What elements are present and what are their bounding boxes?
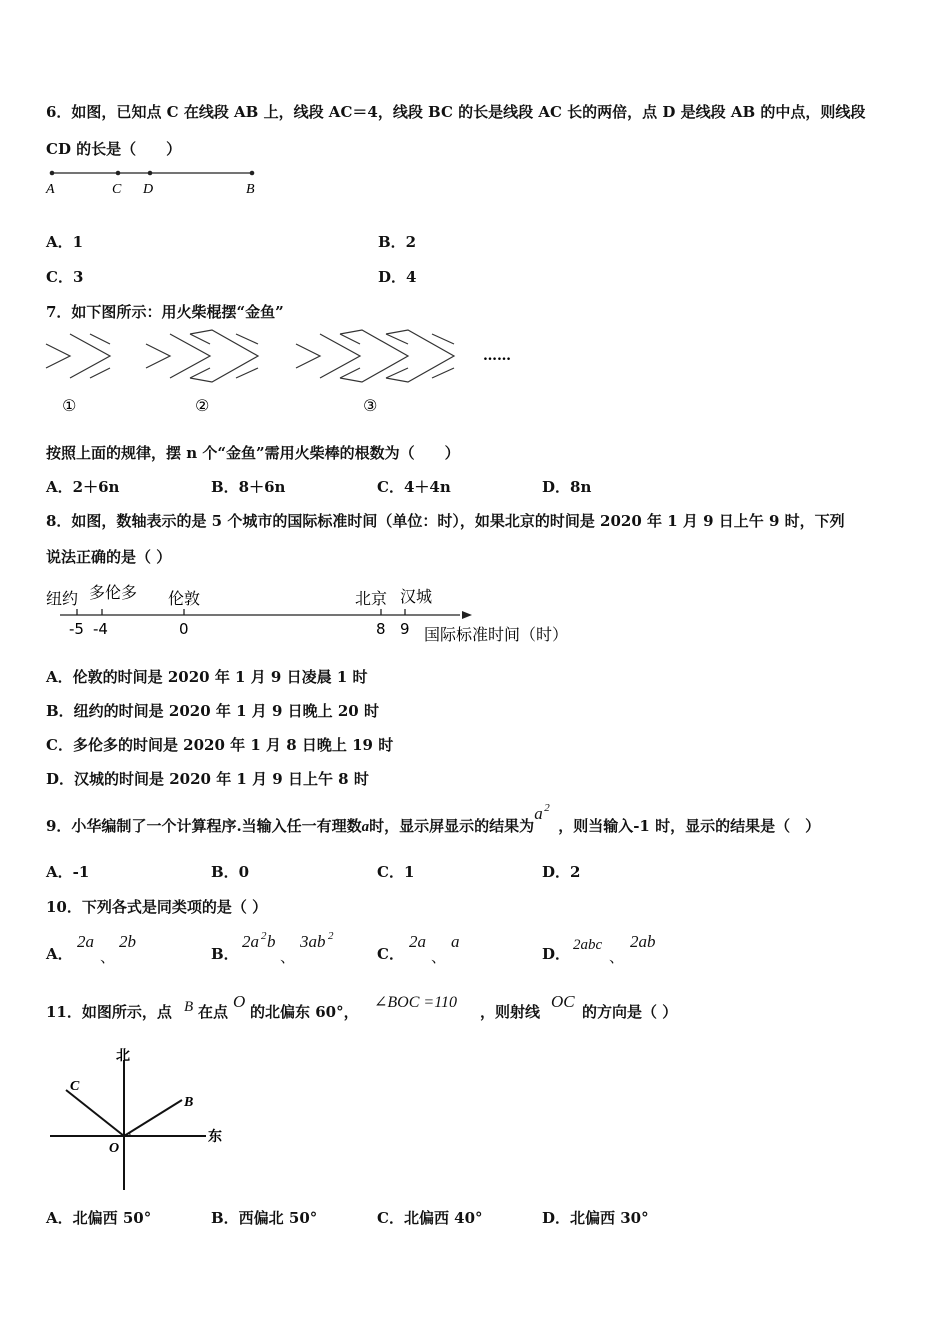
label-b: B — [246, 182, 255, 197]
q11-part1: 11．如图所示，点 — [46, 1003, 172, 1021]
q10-option-b-exp2: 2 — [328, 930, 334, 942]
q6-option-a[interactable]: A．1 — [46, 233, 84, 251]
q9-option-a[interactable]: A．-1 — [46, 863, 90, 881]
label-c: C — [112, 182, 122, 197]
q11-var-o: O — [233, 992, 246, 1011]
q10-option-b-exp1: 2 — [261, 930, 267, 942]
q10-option-b-expr-tail: b — [267, 932, 276, 951]
q11-option-a[interactable]: A．北偏西 50° — [46, 1209, 152, 1227]
q10-option-a[interactable]: A． — [46, 945, 73, 963]
q6-option-d[interactable]: D．4 — [378, 268, 417, 286]
q9-part2: 时，显示屏显示的结果为 — [369, 817, 535, 835]
q11-part5: 的方向是（ ） — [582, 1003, 678, 1021]
q10-option-d-expr2: 2ab — [630, 932, 656, 951]
fig-c: C — [70, 1079, 80, 1094]
q6-stem-line2: CD 的长是（ ） — [46, 140, 182, 158]
q7-stem: 7．如下图所示：用火柴棍摆“金鱼” — [46, 303, 284, 321]
q11-var-oc: OC — [551, 992, 575, 1011]
q10-option-b-expr: 2a — [242, 932, 259, 951]
q7-question: 按照上面的规律，摆 n 个“金鱼”需用火柴棒的根数为（ ） — [46, 444, 460, 462]
fish-3 — [296, 330, 454, 382]
q9-option-c[interactable]: C．1 — [377, 863, 415, 881]
fig-b: B — [184, 1095, 194, 1110]
q8-stem-line1: 8．如图，数轴表示的是 5 个城市的国际标准时间（单位：时），如果北京的时间是 2020 年 1 月 9 日上午 9 时，下列 — [46, 512, 845, 530]
q7-option-b[interactable]: B．8＋6n — [211, 478, 286, 496]
fish-label-3: ③ — [363, 396, 378, 415]
tick-minus4: -4 — [93, 620, 108, 638]
fig-north: 北 — [116, 1048, 130, 1064]
q10-option-a-expr2: 2b — [119, 932, 136, 951]
q7-option-d[interactable]: D．8n — [542, 478, 592, 496]
q9-part3: ，则当输入-1 时，显示的结果是（ ） — [558, 817, 821, 835]
q11-option-c[interactable]: C．北偏西 40° — [377, 1209, 483, 1227]
q10-option-c[interactable]: C． — [377, 945, 404, 963]
q7-option-a[interactable]: A．2＋6n — [46, 478, 120, 496]
q10-option-d-sep: 、 — [609, 948, 625, 966]
q8-option-a[interactable]: A．伦敦的时间是 2020 年 1 月 9 日凌晨 1 时 — [46, 668, 368, 686]
q10-option-a-expr: 2a — [77, 932, 94, 951]
q6-option-c[interactable]: C．3 — [46, 268, 84, 286]
q11-part3: 的北偏东 60°， — [250, 1003, 359, 1021]
q8-stem-line2: 说法正确的是（ ） — [46, 548, 172, 566]
fish-2 — [146, 330, 258, 382]
q10-option-b-sep: 、 — [280, 948, 296, 966]
q8-option-d[interactable]: D．汉城的时间是 2020 年 1 月 9 日上午 8 时 — [46, 770, 369, 788]
q9-var-a: a — [361, 819, 370, 835]
label-a: A — [46, 182, 55, 197]
city-beijing: 北京 — [355, 589, 388, 608]
q6-stem-line1: 6．如图，已知点 C 在线段 AB 上，线段 AC＝4，线段 BC 的长是线段 AC 长的两倍，点 D 是线段 AB 的中点，则线段 — [46, 103, 866, 121]
q9-expr: a 2 — [534, 802, 550, 823]
city-london: 伦敦 — [168, 589, 201, 608]
q8-option-b[interactable]: B．纽约的时间是 2020 年 1 月 9 日晚上 20 时 — [46, 702, 379, 720]
point-a — [50, 171, 55, 176]
fish-label-2: ② — [195, 396, 210, 415]
q9-option-d[interactable]: D．2 — [542, 863, 581, 881]
q6-option-b[interactable]: B．2 — [378, 233, 417, 251]
q11-direction-figure — [40, 1040, 240, 1200]
q11-part2: 在点 — [198, 1003, 229, 1021]
q8-number-line — [40, 578, 600, 648]
q7-goldfish-figure — [40, 330, 540, 420]
q11-option-d[interactable]: D．北偏西 30° — [542, 1209, 649, 1227]
q11-option-b[interactable]: B．西偏北 50° — [211, 1209, 318, 1227]
fish-ellipsis: …… — [483, 348, 511, 364]
q9-stem — [46, 802, 821, 837]
q10-option-c-expr: 2a — [409, 932, 426, 951]
q10-option-d[interactable]: D． — [542, 945, 571, 963]
tick-0: 0 — [179, 620, 189, 638]
point-c — [116, 171, 121, 176]
fish-1 — [46, 334, 110, 378]
q11-angle: ∠BOC =110 — [374, 994, 458, 1011]
q10-stem: 10．下列各式是同类项的是（ ） — [46, 898, 268, 916]
q9-option-b[interactable]: B．0 — [211, 863, 250, 881]
q10-option-b[interactable]: B． — [211, 945, 239, 963]
q11-part4: ，则射线 — [480, 1003, 541, 1021]
q7-option-c[interactable]: C．4＋4n — [377, 478, 451, 496]
city-seoul: 汉城 — [400, 587, 433, 606]
tick-9: 9 — [400, 620, 410, 638]
tick-minus5: -5 — [69, 620, 84, 638]
tick-8: 8 — [376, 620, 386, 638]
q6-segment-figure — [40, 165, 280, 200]
q10-option-b-expr2: 3ab — [300, 932, 326, 951]
q10-option-c-sep: 、 — [431, 948, 447, 966]
city-toronto: 多伦多 — [89, 583, 138, 602]
q8-option-c[interactable]: C．多伦多的时间是 2020 年 1 月 8 日晚上 19 时 — [46, 736, 394, 754]
fig-o: O — [109, 1141, 120, 1156]
city-newyork: 纽约 — [46, 589, 79, 608]
fig-east: 东 — [208, 1129, 222, 1145]
label-d: D — [143, 182, 154, 197]
q10-option-d-expr: 2abc — [573, 937, 603, 953]
point-b — [250, 171, 255, 176]
fish-label-1: ① — [62, 396, 77, 415]
q11-var-b: B — [184, 999, 194, 1015]
q10-option-c-expr2: a — [451, 932, 460, 951]
point-d — [148, 171, 153, 176]
q10-option-a-sep: 、 — [100, 948, 116, 966]
axis-label: 国际标准时间（时） — [424, 625, 569, 644]
q9-part1: 9．小华编制了一个计算程序.当输入任一有理数 — [46, 817, 362, 835]
